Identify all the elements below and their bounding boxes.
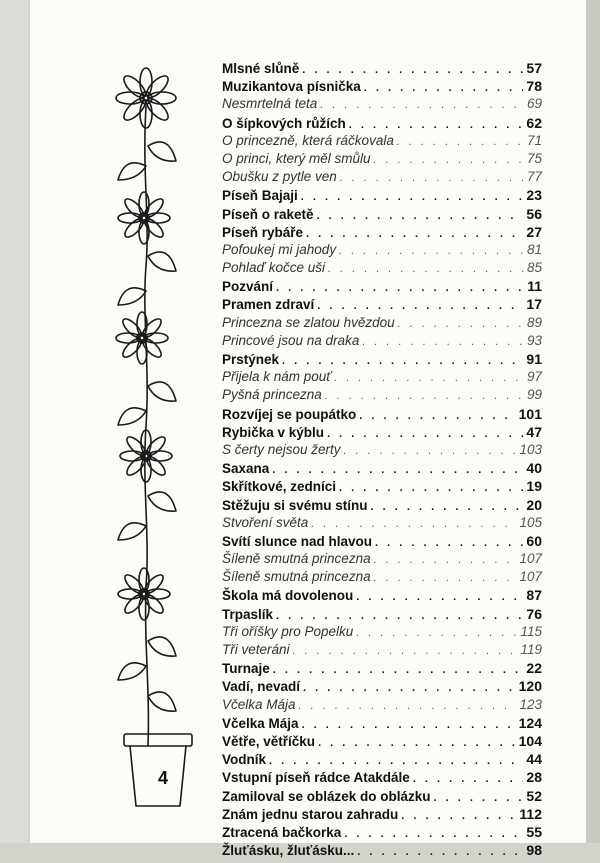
dot-leader (276, 282, 524, 294)
toc-entry-title: Ztracená bačkorka (222, 824, 342, 840)
flower-icon (118, 568, 170, 620)
dot-leader (293, 645, 518, 657)
toc-entry-title: Princové jsou na draka (222, 332, 360, 348)
flower-pot-illustration (104, 66, 204, 826)
dot-leader (344, 828, 523, 840)
dot-leader (302, 64, 523, 76)
toc-entry-page: 81 (526, 241, 542, 257)
toc-entry (222, 115, 542, 133)
toc-entry-page: 91 (526, 351, 542, 367)
toc-entry-title: Stvoření světa (222, 514, 309, 530)
toc-entry-page: 76 (526, 605, 542, 622)
toc-entry (222, 515, 542, 533)
dot-leader (357, 846, 523, 858)
toc-entry-page: 11 (527, 278, 542, 295)
toc-entry (222, 806, 542, 824)
toc-entry-page: 44 (526, 751, 542, 768)
toc-entry (222, 715, 542, 733)
toc-entry-page: 77 (526, 169, 542, 185)
dot-leader (302, 719, 516, 731)
toc-entry-page: 23 (526, 187, 542, 204)
toc-entry (222, 569, 542, 587)
toc-entry-page: 101 (518, 405, 542, 422)
table-of-contents (222, 60, 542, 860)
toc-entry-title: Trpaslík (222, 606, 274, 622)
toc-entry-title: Přijela k nám pouť (222, 369, 332, 385)
toc-entry (222, 733, 542, 751)
dot-leader (413, 773, 524, 785)
dot-leader (339, 482, 523, 494)
toc-entry-title: Píseň o raketě (222, 206, 314, 222)
toc-entry-title: Prstýnek (222, 352, 280, 367)
dot-leader (318, 737, 516, 749)
toc-entry-title: Včelka Mája (222, 696, 296, 712)
toc-entry-title: Mlsné slůně (222, 61, 300, 76)
toc-entry (222, 606, 542, 624)
toc-entry (222, 242, 542, 260)
toc-entry (222, 333, 542, 351)
page-number: 4 (158, 768, 169, 788)
toc-entry-title: Znám jednu starou zahradu (222, 806, 399, 822)
dot-leader (282, 355, 523, 367)
dot-leader (364, 82, 524, 94)
dot-leader (327, 428, 523, 440)
toc-entry-page: 20 (526, 496, 542, 513)
toc-entry-page: 107 (519, 569, 542, 585)
toc-entry-title: Vodník (222, 752, 267, 768)
toc-entry (222, 187, 542, 205)
toc-entry-page: 98 (526, 842, 542, 859)
toc-entry-title: O šípkových růžích (222, 115, 346, 131)
toc-entry-title: Obušku z pytle ven (222, 169, 337, 185)
dot-leader (317, 300, 523, 312)
dot-leader (356, 627, 517, 639)
toc-entry (222, 551, 542, 569)
toc-entry (222, 387, 542, 405)
toc-entry-page: 52 (526, 787, 542, 804)
toc-entry-page: 47 (526, 423, 542, 440)
toc-entry (222, 824, 542, 842)
scan-edge-right (586, 0, 600, 863)
toc-entry-page: 55 (526, 823, 542, 840)
dot-leader (325, 390, 524, 402)
toc-entry-page: 69 (526, 96, 542, 112)
toc-entry (222, 96, 542, 114)
toc-entry (222, 442, 542, 460)
toc-entry-page: 40 (526, 460, 542, 477)
toc-entry-title: Tři veteráni (222, 642, 290, 657)
toc-entry (222, 769, 542, 787)
toc-entry-title: Svítí slunce nad hlavou (222, 533, 373, 549)
toc-entry (222, 260, 542, 278)
dot-leader (299, 700, 517, 712)
toc-entry (222, 788, 542, 806)
dot-leader (362, 336, 524, 348)
toc-entry (222, 660, 542, 678)
toc-entry-page: 99 (526, 387, 542, 403)
toc-entry (222, 624, 542, 642)
toc-entry-page: 27 (526, 223, 542, 240)
toc-entry-title: Stěžuju si svému stínu (222, 497, 368, 513)
toc-entry-page: 103 (519, 441, 542, 457)
toc-entry-page: 89 (526, 314, 542, 330)
toc-entry-page: 62 (526, 114, 542, 131)
toc-entry-title: Vadí, nevadí (222, 679, 301, 695)
dot-leader (273, 664, 524, 676)
dot-leader (374, 572, 517, 584)
toc-entry (222, 697, 542, 715)
toc-entry-page: 119 (520, 642, 542, 657)
toc-entry-page: 120 (518, 678, 542, 695)
dot-leader (356, 591, 523, 603)
toc-entry (222, 60, 542, 78)
dot-leader (306, 228, 523, 240)
toc-entry-title: O princezně, která ráčkovala (222, 132, 394, 148)
toc-entry-page: 75 (526, 150, 542, 166)
toc-entry-page: 78 (526, 78, 542, 95)
toc-entry-title: Rozvíjej se poupátko (222, 406, 357, 422)
dot-leader (272, 464, 523, 476)
toc-entry-title: Žluťásku, žluťásku... (222, 843, 355, 859)
toc-entry-title: S čerty nejsou žerty (222, 441, 341, 457)
toc-entry-page: 19 (526, 478, 542, 495)
toc-entry-page: 97 (526, 369, 542, 385)
toc-entry (222, 478, 542, 496)
toc-entry (222, 497, 542, 515)
toc-entry-title: O princi, který měl smůlu (222, 150, 371, 166)
toc-entry-title: Pofoukej mi jahody (222, 241, 337, 257)
dot-leader (320, 99, 524, 111)
toc-entry-title: Nesmrtelná teta (222, 96, 318, 112)
dot-leader (344, 445, 517, 457)
toc-entry-title: Pozvání (222, 279, 274, 295)
toc-entry (222, 678, 542, 696)
dot-leader (359, 410, 515, 422)
dot-leader (311, 518, 516, 530)
toc-entry-title: Muzikantova písnička (222, 79, 361, 95)
toc-entry-page: 60 (526, 532, 542, 549)
toc-entry-title: Turnaje (222, 661, 270, 677)
toc-entry (222, 351, 542, 369)
toc-entry-page: 104 (518, 732, 542, 749)
dot-leader (374, 554, 517, 566)
toc-entry (222, 169, 542, 187)
toc-entry (222, 587, 542, 605)
dot-leader (398, 318, 524, 330)
dot-leader (374, 154, 524, 166)
toc-entry (222, 751, 542, 769)
toc-entry-title: Vstupní píseň rádce Atakdále (222, 770, 410, 786)
toc-entry-page: 56 (526, 205, 542, 222)
toc-entry-page: 105 (519, 514, 542, 530)
toc-entry (222, 406, 542, 424)
toc-entry (222, 842, 542, 860)
toc-entry (222, 78, 542, 96)
toc-entry-title: Rybička v kýblu (222, 424, 325, 440)
toc-entry (222, 206, 542, 224)
toc-entry (222, 133, 542, 151)
toc-entry-title: Píseň rybáře (222, 224, 304, 240)
toc-entry-title: Pohlaď kočce uši (222, 260, 325, 276)
toc-entry (222, 224, 542, 242)
dot-leader (269, 755, 523, 767)
toc-entry (222, 315, 542, 333)
dot-leader (276, 610, 523, 622)
toc-entry-title: Zamiloval se oblázek do oblázku (222, 788, 431, 804)
toc-entry (222, 369, 542, 387)
dot-leader (340, 172, 524, 184)
toc-entry-page: 57 (526, 60, 542, 76)
toc-entry-page: 107 (519, 551, 542, 567)
toc-entry-title: Skřítkové, zedníci (222, 479, 337, 495)
toc-entry-page: 112 (519, 805, 542, 822)
toc-entry-title: Pramen zdraví (222, 297, 315, 313)
toc-entry (222, 296, 542, 314)
toc-entry (222, 424, 542, 442)
toc-entry-title: Saxana (222, 461, 270, 477)
toc-entry-title: Větře, větříčku (222, 733, 316, 749)
toc-entry-page: 85 (526, 260, 542, 276)
dot-leader (301, 191, 524, 203)
toc-entry (222, 151, 542, 169)
toc-entry-page: 115 (520, 623, 542, 639)
toc-entry-page: 87 (526, 587, 542, 604)
toc-entry-title: Píseň Bajaji (222, 188, 298, 204)
toc-entry-page: 22 (526, 660, 542, 677)
dot-leader (371, 501, 524, 513)
toc-entry-title: Včelka Mája (222, 715, 299, 731)
dot-leader (349, 119, 524, 131)
dot-leader (397, 136, 524, 148)
toc-entry-title: Pyšná princezna (222, 387, 322, 403)
toc-entry-page: 123 (519, 696, 542, 712)
toc-entry-page: 124 (518, 714, 542, 731)
toc-entry-title: Tři oříšky pro Popelku (222, 623, 354, 639)
toc-entry (222, 460, 542, 478)
dot-leader (317, 210, 524, 222)
dot-leader (334, 372, 524, 384)
dot-leader (303, 682, 516, 694)
toc-entry-title: Šíleně smutná princezna (222, 569, 371, 585)
dot-leader (434, 792, 524, 804)
flower-icon (116, 312, 168, 364)
toc-entry-title: Šíleně smutná princezna (222, 551, 371, 567)
toc-entry-page: 28 (526, 769, 542, 786)
toc-entry-page: 17 (526, 296, 542, 313)
toc-entry (222, 533, 542, 551)
dot-leader (328, 263, 524, 275)
toc-entry-page: 93 (526, 332, 542, 348)
toc-entry-page: 71 (526, 132, 542, 148)
toc-entry (222, 642, 542, 660)
flower-icon (118, 192, 170, 244)
toc-entry (222, 278, 542, 296)
toc-entry-title: Princezna se zlatou hvězdou (222, 314, 395, 330)
dot-leader (401, 810, 516, 822)
dot-leader (339, 245, 524, 257)
toc-entry-title: Škola má dovolenou (222, 588, 354, 604)
dot-leader (375, 537, 523, 549)
